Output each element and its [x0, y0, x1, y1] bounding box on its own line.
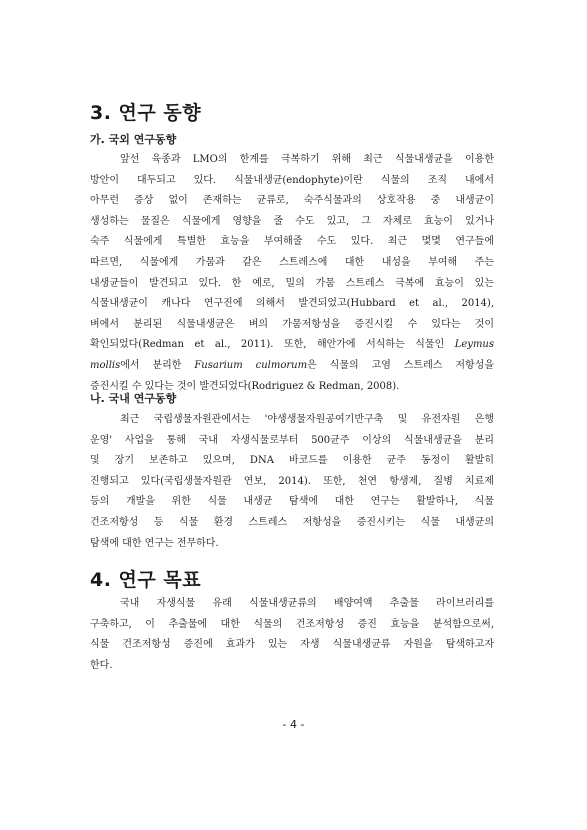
paragraph-line: 방안이 대두되고 있다. 식물내생균(endophyte)이란 식물의 조직 내에서 [90, 174, 494, 186]
paragraph-line: 아무런 증상 없이 존재하는 균류로, 숙주식물과의 상호작용 중 내생균이 [90, 195, 494, 207]
paragraph-line: 벼에서 분리된 식물내생균은 벼의 가뭄저항성을 증진시킬 수 있다는 것이 [90, 318, 494, 330]
paragraph-line: 등의 개발을 위한 식물 내생균 탐색에 대한 연구는 활발하나, 식물 [90, 496, 494, 508]
subsection-b-heading: 나. 국내 연구동향 [90, 392, 177, 405]
paragraph-line: 국내 자생식물 유래 식물내생균류의 배양여액 추출물 라이브러리를 [120, 598, 494, 609]
line-text: 확인되었다(Redman et al., 2011). 또한, 해안가에 서식하는 식물인 [90, 339, 455, 351]
paragraph-line: 증진시킬 수 있다는 것이 발견되었다(Rodriguez & Redman, 2008). [90, 380, 400, 392]
species-name: Fusarium culmorum [194, 359, 308, 371]
section-4-paragraph [90, 594, 494, 676]
subsection-a-paragraph [90, 150, 494, 397]
subsection-a-heading: 가. 국외 연구동향 [90, 133, 177, 146]
paragraph-line: 한다. [90, 659, 113, 671]
paragraph-line: 및 장기 보존하고 있으며, DNA 바코드를 이용한 균주 동정이 활발히 [90, 455, 494, 467]
section-3-heading: 3. 연구 동향 [90, 102, 202, 124]
paragraph-line: 앞선 육종과 LMO의 한계를 극복하기 위해 최근 식물내생균을 이용한 [120, 154, 494, 165]
paragraph-line: 운영' 사업을 통해 국내 자생식물로부터 500균주 이상의 식물내생균을 분리 [90, 434, 494, 446]
species-name: Leymus [454, 339, 494, 351]
paragraph-line: 최근 국립생물자원관에서는 '야생생물자원공여기반구축 및 유전자원 은행 [120, 414, 494, 425]
page-number: - 4 - [282, 718, 305, 731]
species-name: mollis [90, 359, 121, 371]
paragraph-line: 따르면, 식물에게 가뭄과 같은 스트레스에 대한 내성을 부여해 주는 [90, 256, 494, 268]
paragraph-line: 숙주 식물에게 특별한 효능을 부여해줄 수도 있다. 최근 몇몇 연구들에 [90, 236, 494, 248]
paragraph-line: 식물 건조저항성 증진에 효과가 있는 자생 식물내생균류 자원을 탐색하고자 [90, 639, 494, 651]
paragraph-line: 내생균들이 발견되고 있다. 한 예로, 밀의 가뭄 스트레스 극복에 효능이 있는 [90, 277, 494, 289]
paragraph-line: 건조저항성 등 식물 환경 스트레스 저항성을 증진시키는 식물 내생균의 [90, 516, 494, 528]
paragraph-line: 탐색에 대한 연구는 전무하다. [90, 537, 219, 549]
paragraph-line: 진행되고 있다(국립생물자원관 연보, 2014). 또한, 천연 항생제, 질병 치료제 [90, 475, 494, 487]
section-4-heading: 4. 연구 목표 [90, 569, 202, 591]
paragraph-line [90, 335, 494, 356]
paragraph-line: 생성하는 물질은 식물에게 영향을 줄 수도 있고, 그 자체로 효능이 있거나 [90, 215, 494, 227]
paragraph-line [90, 356, 494, 377]
subsection-b-paragraph [90, 410, 494, 554]
line-text: 은 식물의 고염 스트레스 저항성을 [307, 359, 494, 371]
line-text: 에서 분리한 [120, 359, 195, 371]
paragraph-line: 구축하고, 이 추출물에 대한 식물의 건조저항성 증진 효능을 분석함으로써, [90, 618, 494, 630]
paragraph-line: 식물내생균이 캐나다 연구진에 의해서 발견되었고(Hubbard et al., 2014), [90, 298, 494, 310]
